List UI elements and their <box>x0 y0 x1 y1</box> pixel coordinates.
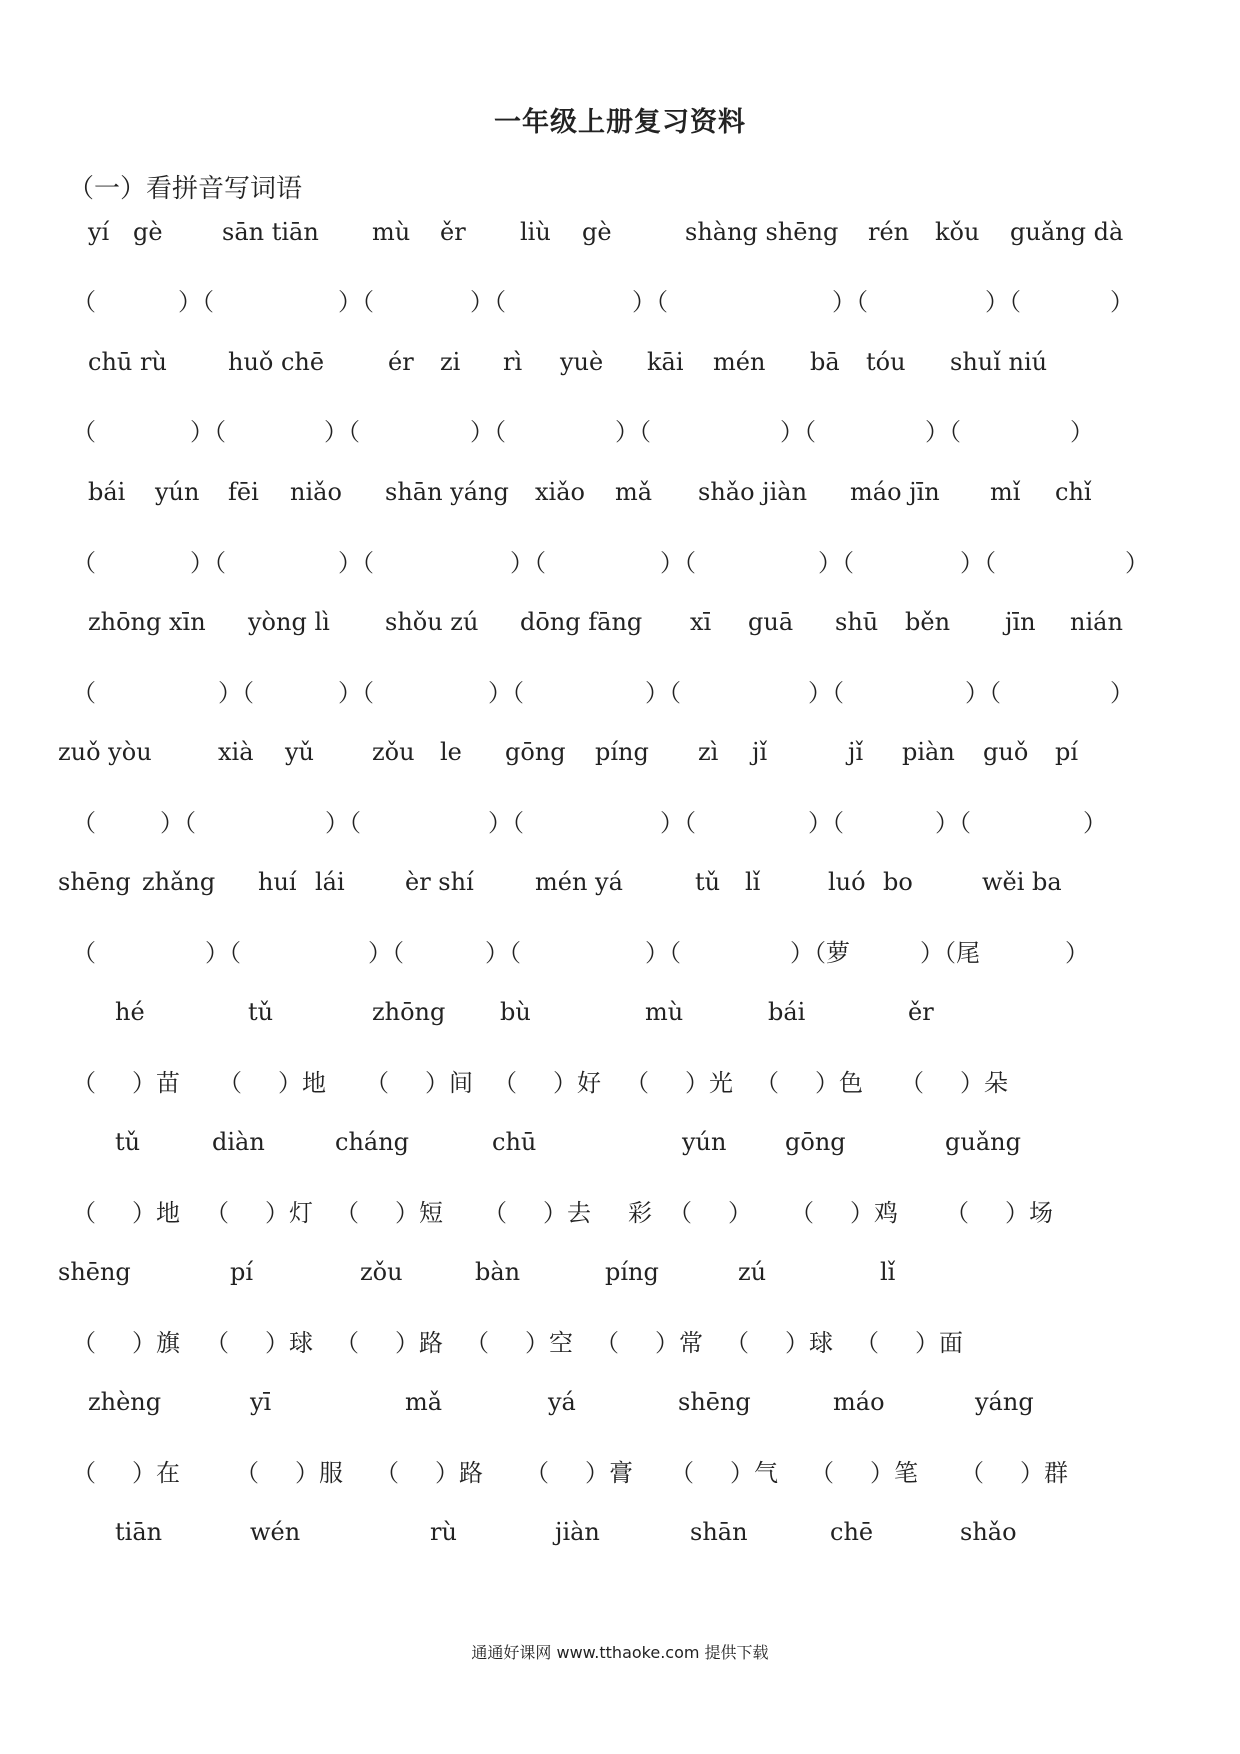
answer-blank: （ <box>595 1329 619 1357</box>
pinyin-syllable: gōng <box>785 1128 846 1156</box>
answer-blank: （ <box>525 1459 549 1487</box>
answer-row <box>0 1193 1240 1233</box>
pinyin-syllable: yáng <box>975 1388 1034 1416</box>
pinyin-syllable: jiàn <box>555 1518 600 1546</box>
answer-blank: ）短 <box>395 1199 443 1227</box>
answer-blank: ）（ <box>324 418 360 446</box>
pinyin-syllable: wěi ba <box>982 868 1062 896</box>
pinyin-syllable: zhǎng <box>142 868 216 896</box>
answer-blank: ）空 <box>525 1329 573 1357</box>
answer-blank: ）膏 <box>585 1459 633 1487</box>
answer-blank: ）面 <box>915 1329 963 1357</box>
pinyin-row <box>0 738 1240 778</box>
pinyin-syllable: zhōng <box>372 998 446 1026</box>
pinyin-row <box>0 868 1240 908</box>
pinyin-row <box>0 218 1240 258</box>
footer-source: 通通好课网 www.tthaoke.com 提供下载 <box>471 1643 769 1662</box>
pinyin-syllable: bàn <box>475 1258 521 1286</box>
pinyin-syllable: kāi <box>647 348 684 376</box>
pinyin-syllable: jīn <box>1005 608 1036 636</box>
pinyin-syllable: shēng <box>58 868 131 896</box>
pinyin-row <box>0 998 1240 1038</box>
answer-blank: （ <box>668 1199 692 1227</box>
answer-blank: ）（ <box>510 549 546 577</box>
answer-blank: （ <box>493 1069 517 1097</box>
pinyin-syllable: yá <box>548 1388 576 1416</box>
answer-blank: ） <box>1070 418 1094 446</box>
pinyin-syllable: yún <box>155 478 200 506</box>
answer-blank: ）苗 <box>132 1069 180 1097</box>
answer-blank: ）（ <box>632 288 668 316</box>
answer-blank: （ <box>670 1459 694 1487</box>
pinyin-syllable: piàn <box>902 738 955 766</box>
pinyin-syllable: yī <box>250 1388 272 1416</box>
answer-row <box>0 803 1240 843</box>
answer-blank: ）（ <box>325 809 361 837</box>
pinyin-syllable: mǎ <box>615 478 653 506</box>
answer-blank: ）路 <box>395 1329 443 1357</box>
pinyin-syllable: lǐ <box>745 868 761 896</box>
answer-blank: ）场 <box>1005 1199 1053 1227</box>
answer-blank: ）（ <box>470 288 506 316</box>
pinyin-syllable: lái <box>315 868 345 896</box>
pinyin-syllable: yún <box>682 1128 727 1156</box>
pinyin-syllable: ěr <box>440 218 466 246</box>
answer-blank: ） <box>728 1199 752 1227</box>
answer-row <box>0 1453 1240 1493</box>
pinyin-syllable: bā <box>810 348 840 376</box>
pinyin-syllable: tǔ <box>248 998 274 1026</box>
answer-blank: ）地 <box>278 1069 326 1097</box>
answer-row <box>0 412 1240 452</box>
answer-blank: ）（尾 <box>920 939 980 967</box>
answer-blank: ）（ <box>660 809 696 837</box>
answer-blank: ）（ <box>985 288 1021 316</box>
pinyin-syllable: shēng <box>678 1388 751 1416</box>
pinyin-row <box>0 1388 1240 1428</box>
answer-blank: ）（ <box>615 418 651 446</box>
pinyin-syllable: shǎo <box>960 1518 1017 1546</box>
answer-blank: ）（萝 <box>790 939 850 967</box>
pinyin-syllable: dōng fāng <box>520 608 643 636</box>
pinyin-syllable: zì <box>698 738 719 766</box>
pinyin-syllable: diàn <box>212 1128 265 1156</box>
pinyin-syllable: rì <box>503 348 523 376</box>
answer-blank: （ <box>72 679 96 707</box>
answer-blank: ）球 <box>265 1329 313 1357</box>
answer-blank: ）服 <box>295 1459 343 1487</box>
pinyin-syllable: fēi <box>228 478 259 506</box>
pinyin-syllable: pí <box>230 1258 254 1286</box>
page-title: 一年级上册复习资料 <box>494 107 746 138</box>
answer-blank: ）（ <box>190 549 226 577</box>
answer-blank: ）色 <box>815 1069 863 1097</box>
pinyin-syllable: yòng lì <box>248 608 330 636</box>
pinyin-syllable: zú <box>738 1258 767 1286</box>
answer-blank: ）间 <box>425 1069 473 1097</box>
pinyin-syllable: zuǒ yòu <box>58 738 152 766</box>
pinyin-syllable: tǔ <box>115 1128 141 1156</box>
answer-blank: ）气 <box>730 1459 778 1487</box>
answer-blank: ）（ <box>190 418 226 446</box>
answer-blank: （ <box>725 1329 749 1357</box>
pinyin-syllable: sān tiān <box>222 218 319 246</box>
pinyin-syllable: yuè <box>560 348 604 376</box>
answer-blank: ）朵 <box>960 1069 1008 1097</box>
answer-blank: （ <box>205 1199 229 1227</box>
pinyin-syllable: mén yá <box>535 868 623 896</box>
answer-blank: （ <box>335 1199 359 1227</box>
pinyin-syllable: shǒu zú <box>385 608 479 636</box>
pinyin-syllable: kǒu <box>935 218 980 246</box>
answer-blank: ）球 <box>785 1329 833 1357</box>
pinyin-syllable: shān <box>690 1518 748 1546</box>
answer-blank: ）（ <box>645 679 681 707</box>
answer-blank: ）（ <box>178 288 214 316</box>
pinyin-syllable: mén <box>713 348 766 376</box>
section-heading: （一）看拼音写词语 <box>68 174 303 204</box>
pinyin-syllable: bái <box>88 478 126 506</box>
answer-blank: ）去 <box>543 1199 591 1227</box>
pinyin-syllable: hé <box>115 998 145 1026</box>
pinyin-syllable: ěr <box>908 998 934 1026</box>
pinyin-syllable: shēng <box>58 1258 131 1286</box>
answer-blank: （ <box>205 1329 229 1357</box>
pinyin-syllable: guǎng <box>945 1128 1021 1156</box>
answer-blank: ）光 <box>685 1069 733 1097</box>
answer-blank: ）好 <box>553 1069 601 1097</box>
pinyin-syllable: bù <box>500 998 531 1026</box>
answer-blank: ）（ <box>960 549 996 577</box>
pinyin-syllable: nián <box>1070 608 1123 636</box>
answer-blank: （ <box>72 288 96 316</box>
answer-blank: ）（ <box>338 288 374 316</box>
answer-blank: （ <box>72 809 96 837</box>
pinyin-syllable: gè <box>133 218 163 246</box>
pinyin-syllable: gè <box>582 218 612 246</box>
pinyin-syllable: gōng <box>505 738 566 766</box>
answer-row <box>0 282 1240 322</box>
answer-row <box>0 933 1240 973</box>
pinyin-syllable: chū <box>492 1128 537 1156</box>
answer-blank: ） <box>1065 939 1089 967</box>
pinyin-syllable: mù <box>645 998 684 1026</box>
pinyin-row <box>0 1258 1240 1298</box>
answer-blank: （ <box>72 1199 96 1227</box>
pinyin-syllable: guǎng dà <box>1010 218 1124 246</box>
answer-blank: ）鸡 <box>850 1199 898 1227</box>
answer-blank: （ <box>625 1069 649 1097</box>
answer-blank: （ <box>365 1069 389 1097</box>
answer-blank: ）在 <box>132 1459 180 1487</box>
answer-blank: （ <box>810 1459 834 1487</box>
pinyin-syllable: huí <box>258 868 297 896</box>
answer-blank: ）路 <box>435 1459 483 1487</box>
answer-blank: ）（ <box>808 809 844 837</box>
pinyin-syllable: zhèng <box>88 1388 162 1416</box>
pinyin-syllable: xiǎo <box>535 478 585 506</box>
answer-blank: （ <box>218 1069 242 1097</box>
answer-blank: ）（ <box>780 418 816 446</box>
pinyin-syllable: xī <box>690 608 712 636</box>
pinyin-syllable: shū <box>835 608 879 636</box>
answer-blank: ）旗 <box>132 1329 180 1357</box>
answer-blank: ） <box>1083 809 1107 837</box>
answer-blank: ） <box>1110 679 1134 707</box>
pinyin-row <box>0 608 1240 648</box>
answer-blank: ）笔 <box>870 1459 918 1487</box>
pinyin-row <box>0 1128 1240 1168</box>
pinyin-syllable: huǒ chē <box>228 348 325 376</box>
pinyin-syllable: liù <box>520 218 551 246</box>
pinyin-syllable: shān yáng <box>385 478 509 506</box>
pinyin-syllable: le <box>440 738 462 766</box>
pinyin-syllable: niǎo <box>290 478 342 506</box>
answer-blank: ）（ <box>218 679 254 707</box>
answer-blank: ）（ <box>205 939 241 967</box>
pinyin-syllable: zi <box>440 348 461 376</box>
pinyin-row <box>0 348 1240 388</box>
answer-blank: ）（ <box>935 809 971 837</box>
answer-blank: ）常 <box>655 1329 703 1357</box>
pinyin-syllable: máo jīn <box>850 478 940 506</box>
answer-blank: ）灯 <box>265 1199 313 1227</box>
answer-blank: （ <box>755 1069 779 1097</box>
answer-blank: ）（ <box>338 679 374 707</box>
answer-blank: ）地 <box>132 1199 180 1227</box>
pinyin-syllable: èr shí <box>405 868 474 896</box>
answer-blank: （ <box>855 1329 879 1357</box>
answer-blank: ）（ <box>832 288 868 316</box>
pinyin-syllable: ér <box>388 348 414 376</box>
pinyin-syllable: xià <box>218 738 254 766</box>
answer-blank: （ <box>375 1459 399 1487</box>
answer-blank: ）（ <box>645 939 681 967</box>
pinyin-row <box>0 1518 1240 1558</box>
pinyin-syllable: zǒu <box>360 1258 403 1286</box>
answer-blank: （ <box>960 1459 984 1487</box>
answer-blank: （ <box>900 1069 924 1097</box>
answer-row <box>0 1063 1240 1103</box>
pinyin-syllable: zhōng xīn <box>88 608 206 636</box>
pinyin-syllable: lǐ <box>880 1258 896 1286</box>
pinyin-syllable: wén <box>250 1518 301 1546</box>
answer-row <box>0 673 1240 713</box>
answer-blank: ）（ <box>660 549 696 577</box>
answer-blank: ）（ <box>488 679 524 707</box>
pinyin-syllable: guǒ <box>983 738 1029 766</box>
answer-blank: （ <box>72 939 96 967</box>
answer-blank: ）（ <box>925 418 961 446</box>
answer-blank: （ <box>72 418 96 446</box>
pinyin-syllable: tǔ <box>695 868 721 896</box>
pinyin-syllable: mǐ <box>990 478 1021 506</box>
pinyin-syllable: shǎo jiàn <box>698 478 808 506</box>
pinyin-syllable: chǐ <box>1055 478 1092 506</box>
pinyin-syllable: chū rù <box>88 348 167 376</box>
answer-blank: （ <box>945 1199 969 1227</box>
pinyin-syllable: guā <box>748 608 794 636</box>
pinyin-syllable: tóu <box>866 348 906 376</box>
answer-blank: （ <box>235 1459 259 1487</box>
answer-row <box>0 543 1240 583</box>
pinyin-syllable: shuǐ niú <box>950 348 1048 376</box>
answer-blank: （ <box>72 549 96 577</box>
answer-blank: ）（ <box>338 549 374 577</box>
pinyin-syllable: chē <box>830 1518 874 1546</box>
answer-blank: 彩 <box>628 1199 652 1227</box>
answer-blank: （ <box>790 1199 814 1227</box>
pinyin-syllable: běn <box>905 608 951 636</box>
pinyin-syllable: pí <box>1055 738 1079 766</box>
answer-blank: ）（ <box>818 549 854 577</box>
answer-blank: （ <box>72 1459 96 1487</box>
pinyin-syllable: píng <box>605 1258 659 1286</box>
answer-blank: ）（ <box>470 418 506 446</box>
answer-blank: ）（ <box>485 939 521 967</box>
answer-blank: ）（ <box>965 679 1001 707</box>
answer-blank: ）群 <box>1020 1459 1068 1487</box>
answer-blank: ）（ <box>488 809 524 837</box>
pinyin-syllable: máo <box>833 1388 885 1416</box>
pinyin-syllable: rén <box>868 218 910 246</box>
pinyin-syllable: mǎ <box>405 1388 443 1416</box>
answer-blank: （ <box>72 1329 96 1357</box>
pinyin-syllable: bo <box>883 868 913 896</box>
pinyin-syllable: yí <box>88 218 110 246</box>
pinyin-syllable: mù <box>372 218 411 246</box>
answer-blank: ）（ <box>808 679 844 707</box>
pinyin-syllable: jǐ <box>848 738 864 766</box>
answer-row <box>0 1323 1240 1363</box>
pinyin-syllable: cháng <box>335 1128 410 1156</box>
pinyin-syllable: zǒu <box>372 738 415 766</box>
answer-blank: ） <box>1110 288 1134 316</box>
answer-blank: （ <box>72 1069 96 1097</box>
pinyin-syllable: tiān <box>115 1518 163 1546</box>
answer-blank: ） <box>1125 549 1149 577</box>
pinyin-syllable: yǔ <box>285 738 315 766</box>
answer-blank: （ <box>483 1199 507 1227</box>
pinyin-syllable: píng <box>595 738 649 766</box>
pinyin-syllable: luó <box>828 868 866 896</box>
pinyin-row <box>0 478 1240 518</box>
answer-blank: （ <box>465 1329 489 1357</box>
answer-blank: ）（ <box>160 809 196 837</box>
answer-blank: ）（ <box>368 939 404 967</box>
pinyin-syllable: rù <box>430 1518 457 1546</box>
pinyin-syllable: jǐ <box>752 738 768 766</box>
answer-blank: （ <box>335 1329 359 1357</box>
pinyin-syllable: shàng shēng <box>685 218 839 246</box>
pinyin-syllable: bái <box>768 998 806 1026</box>
